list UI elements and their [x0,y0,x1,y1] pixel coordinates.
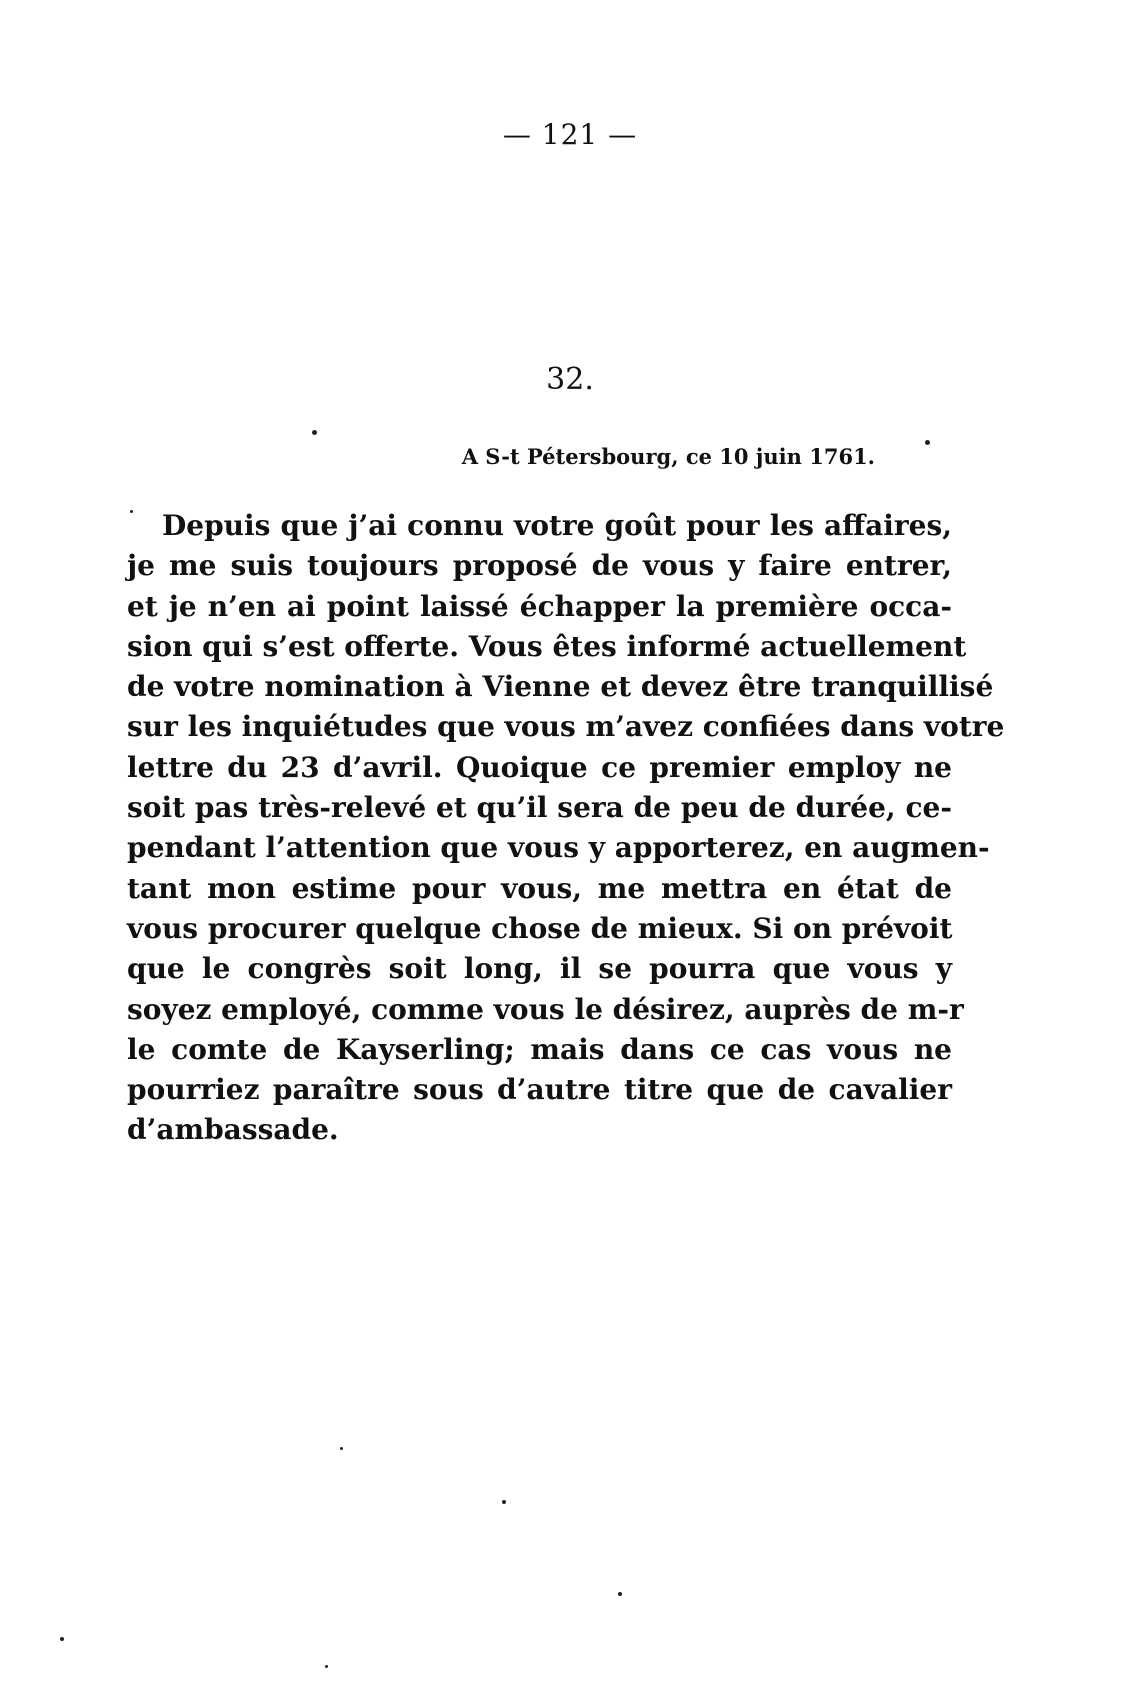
scan-speck [60,1637,64,1641]
scan-speck [502,1500,506,1504]
text-line: sion qui s’est offerte. Vous êtes informé actuellement [127,629,967,663]
text-line: je me suis toujours proposé de vous y faire entrer, [127,549,952,583]
scan-speck [925,440,930,445]
text-line: que le congrès soit long, il se pourra que vous y [127,952,952,986]
text-line: d’ambassade. [127,1113,339,1147]
text-line: vous procurer quelque chose de mieux. Si on prévoit [127,911,953,945]
text-line: et je n’en ai point laissé échapper la première occa- [127,589,952,623]
text-line: de votre nomination à Vienne et devez être tranquillisé [127,670,994,704]
text-line: lettre du 23 d’avril. Quoique ce premier employ ne [127,750,952,784]
text-line: pourriez paraître sous d’autre titre que de cavalier [127,1073,952,1107]
text-line: le comte de Kayserling; mais dans ce cas vous ne [127,1032,952,1066]
text-line: soyez employé, comme vous le désirez, auprès de m-r [127,992,964,1026]
text-line: pendant l’attention que vous y apporterez, en augmen- [127,831,990,865]
dateline: A S-t Pétersbourg, ce 10 juin 1761. [461,444,875,469]
scan-speck [325,1665,328,1668]
scan-speck [130,510,133,513]
scan-speck [312,430,317,435]
text-line: soit pas très-relevé et qu’il sera de peu de durée, ce- [127,791,952,825]
text-line: sur les inquiétudes que vous m’avez confiées dans votre [127,710,1005,744]
page-number: — 121 — [502,118,638,151]
letter-number: 32. [546,362,594,397]
letter-body [127,506,1005,1151]
scan-speck [340,1447,343,1450]
scan-speck [618,1592,622,1596]
text-line: tant mon estime pour vous, me mettra en état de [127,871,952,905]
text-line: Depuis que j’ai connu votre goût pour les affaires, [162,509,952,542]
